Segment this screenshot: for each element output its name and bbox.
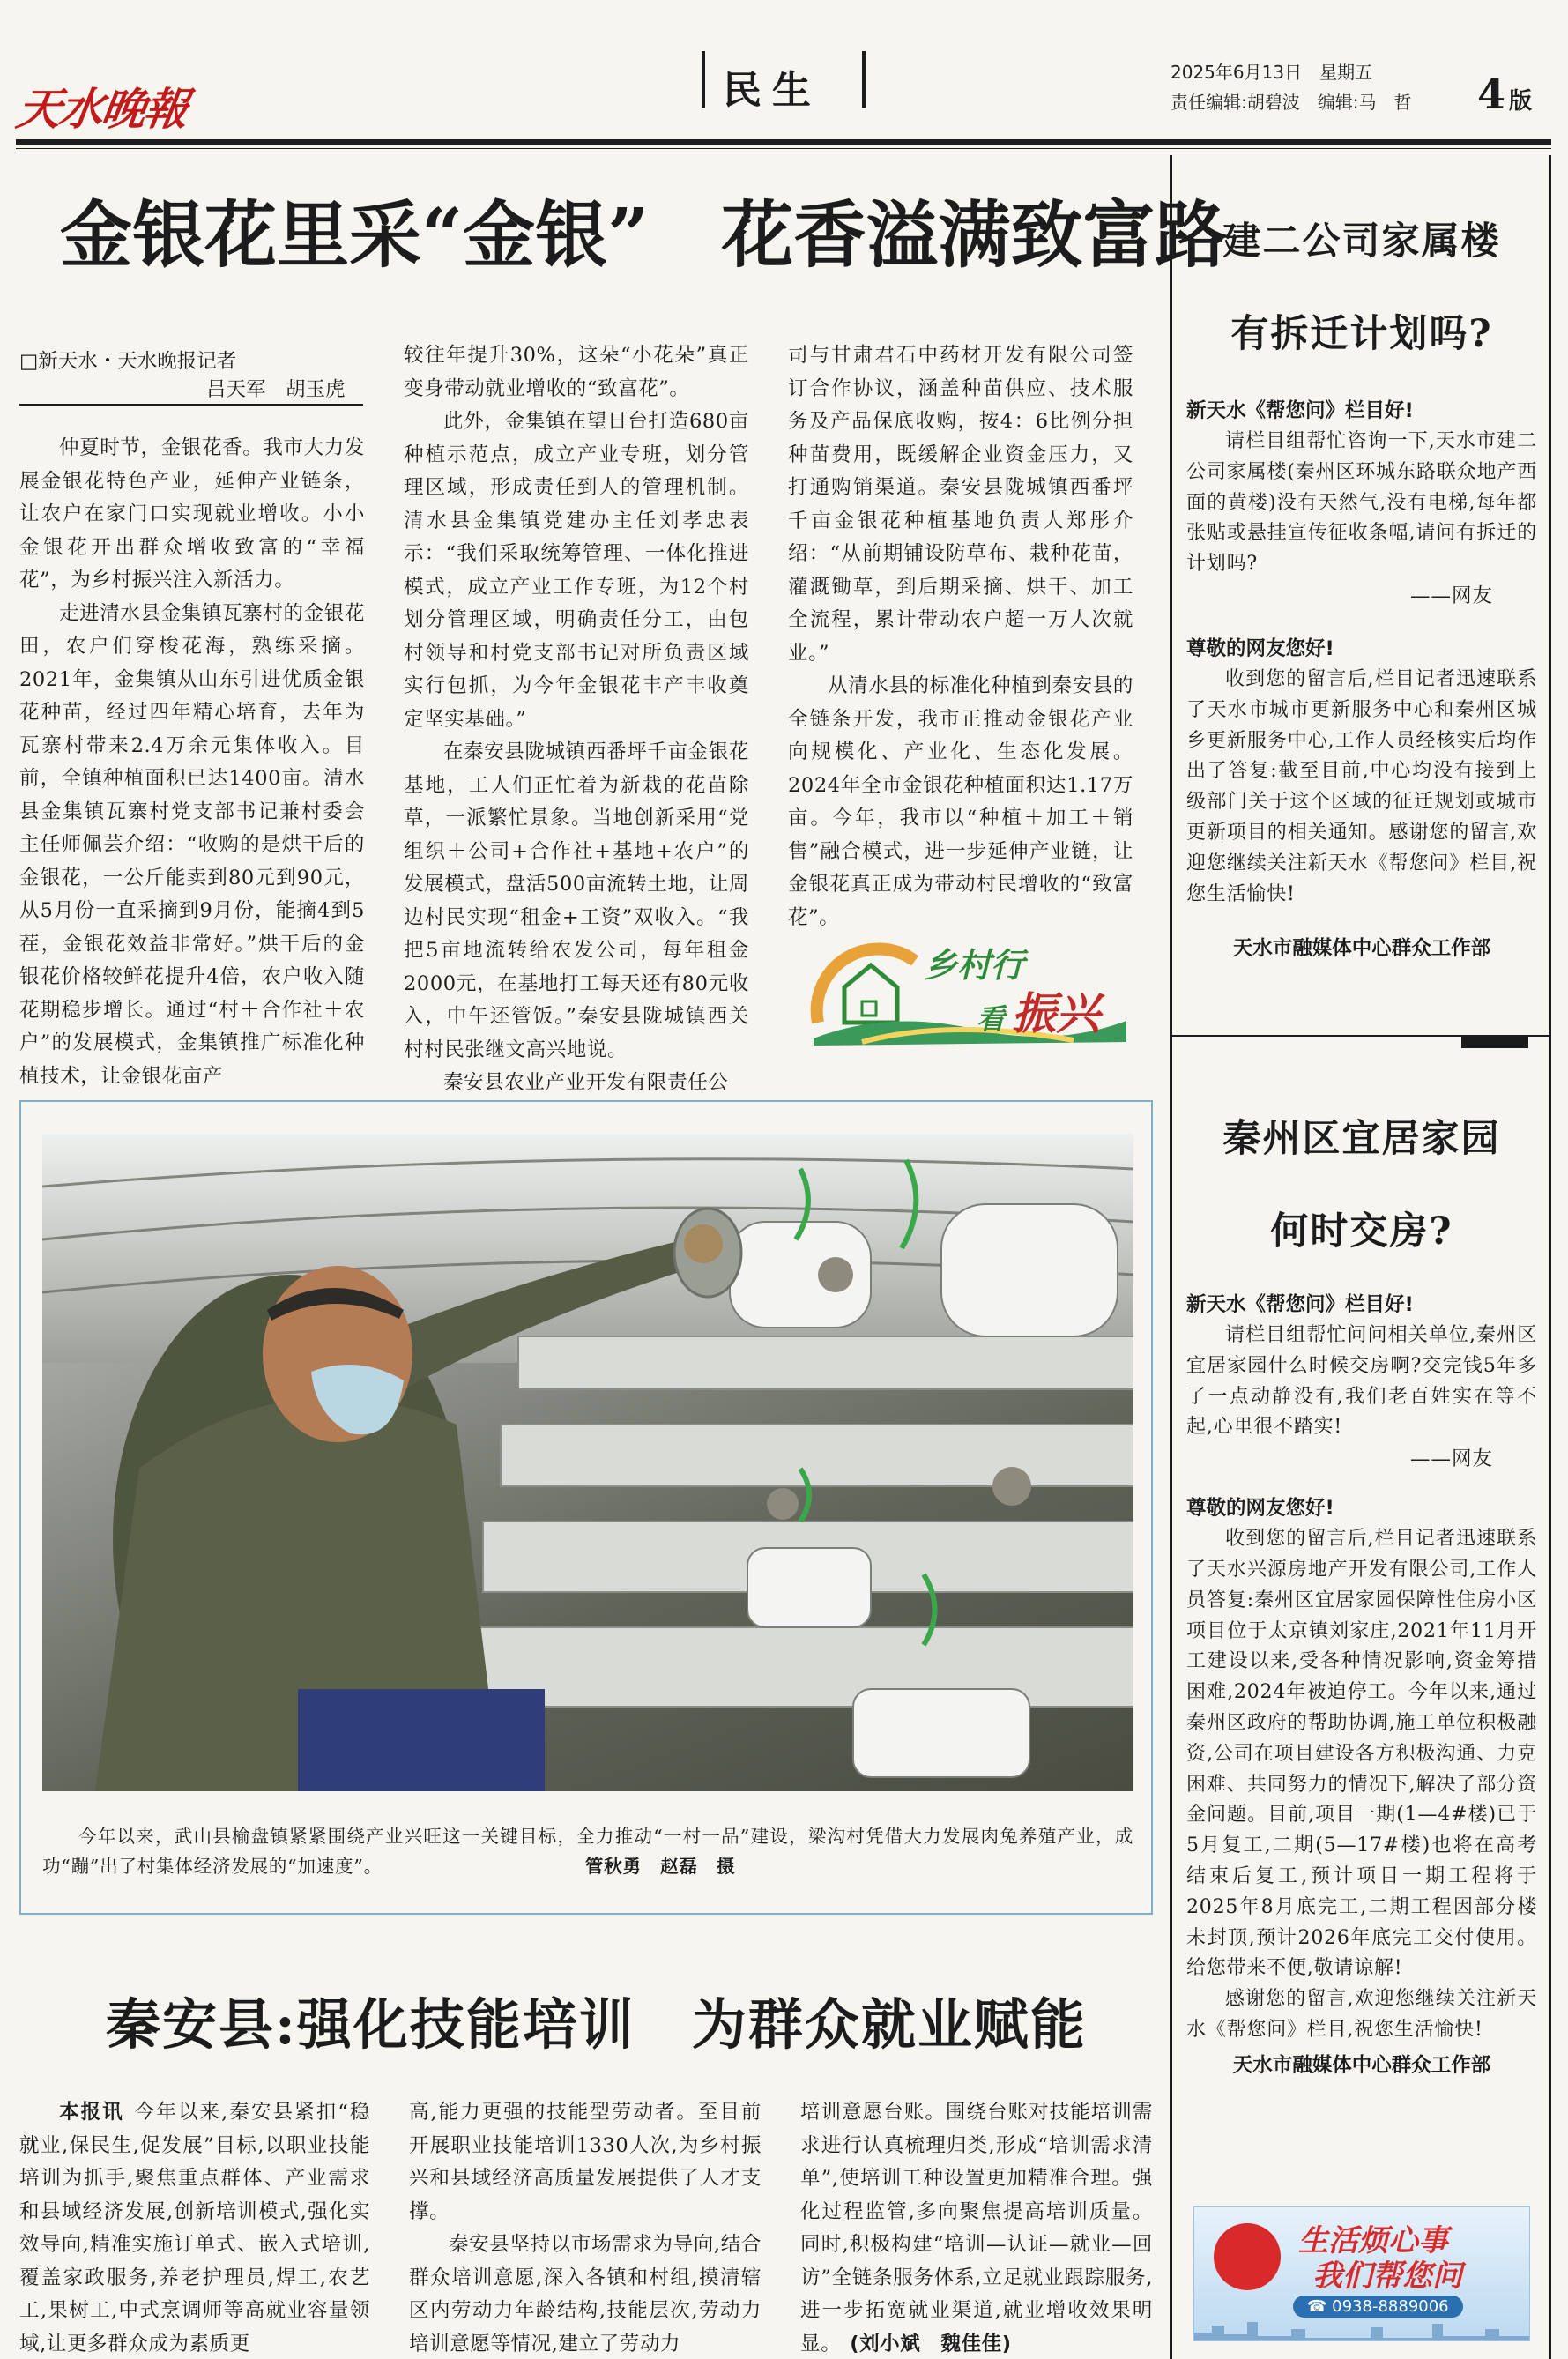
article1-column-3 [788, 339, 1133, 934]
sidebar-q2 [1186, 1109, 1537, 2078]
q2-greeting: 新天水《帮您问》栏目好! [1186, 1293, 1414, 1316]
article2-column-3 [800, 2096, 1153, 2359]
editors: 责任编辑:胡碧波 编辑:马 哲 [1170, 92, 1412, 113]
q2-question: 请栏目组帮忙问问相关单位,秦州区宜居家园什么时候交房啊?交完钱5年多了一点动静没有,我们老百姓实在等不起,心里很不踏实! [1186, 1324, 1537, 1439]
paragraph: 走进清水县金集镇瓦寨村的金银花田，农户们穿梭花海，熟练采摘。2021年，金集镇从山东引进优质金银花种苗，经过四年精心培育，去年为瓦寨村带来2.4万余元集体收入。目前，全镇种植面积已达1400亩。清水县金集镇瓦寨村党支部书记兼村委会主任师佩芸介绍：“收购的是烘干后的金银花，一公斤能卖到80元到90元，从5月份一直采摘到9月份，能摘4到5茬，金银花效益非常好。”烘干后的金银花价格较鲜花提升4倍，农户收入随花期稳步增长。通过“村＋合作社＋农户”的发展模式，金集镇推广标准化种植技术，让金银花亩产 [19, 601, 365, 1088]
q1-reply: 收到您的留言后,栏目记者迅速联系了天水市城市更新服务中心和秦州区城乡更新服务中心,工作人员经核实后均作出了答复:截至目前,中心均没有接到上级部门关于这个区域的征迁规划或城市更新项目的相关通知。感谢您的留言,欢迎您继续关注新天水《帮您问》栏目,祝您生活愉快! [1186, 667, 1537, 905]
photo-scene [42, 1134, 1133, 1791]
rural-revitalization-logo [809, 926, 1144, 1053]
paragraph: 较往年提升30%，这朵“小花朵”真正变身带动就业增收的“致富花”。 [404, 344, 749, 400]
photo-credit: 管秋勇 赵磊 摄 [584, 1856, 736, 1877]
paragraph: 仲夏时节，金银花香。我市大力发展金银花特色产业，延伸产业链条，让农户在家门口实现就业增收。小小金银花开出群众增收致富的“幸福花”，为乡村振兴注入新活力。 [19, 436, 365, 592]
q1-reply-greeting: 尊敬的网友您好! [1186, 636, 1334, 660]
masthead [0, 0, 1568, 154]
photo-caption: 今年以来，武山县榆盘镇紧紧围绕产业兴旺这一关键目标，全力推动“一村一品”建设，梁沟村凭借大力发展肉兔养殖产业，成功“蹦”出了村集体经济发展的“加速度”。 管秋勇 赵磊 摄 [42, 1826, 1133, 1877]
paragraph: 秦安县农业产业开发有限责任公 [443, 1071, 729, 1094]
banner-line-2: 我们帮您问 [1312, 2259, 1462, 2294]
header-rule-thick [16, 139, 1551, 145]
article1-column-1 [19, 432, 365, 1093]
issue-date: 2025年6月13日 星期五 [1170, 62, 1373, 83]
q2-organization: 天水市融媒体中心群众工作部 [1232, 2053, 1491, 2077]
page-number: 4 版 [1477, 71, 1533, 118]
header-rule-thin [16, 148, 1551, 149]
article1-byline-names: 吕天军 胡玉虎 [206, 378, 346, 401]
paragraph: 此外，金集镇在望日台打造680亩种植示范点，成立产业专班，划分管理区域，形成责任到人的管理机制。清水县金集镇党建办主任刘孝忠表示：“我们采取统筹管理、一体化推进模式，成立产业工作专班，为12个村划分管理区域，明确责任分工，由包村领导和村党支部书记对所负责区域实行包抓，为今年金银花丰产丰收奠定坚实基础。” [404, 410, 749, 731]
photo-frame [19, 1100, 1153, 1915]
masthead-divider-left [702, 51, 705, 108]
q2-thanks: 感谢您的留言,欢迎您继续关注新天水《帮您问》栏目,祝您生活愉快! [1186, 1988, 1537, 2041]
paragraph: 培训意愿台账。围绕台账对技能培训需求进行认真梳理归类,形成“培训需求清单”,使培训工种设置更加精准合理。强化过程监管,多向聚焦提高培训质量。同时,积极构建“培训—认证—就业—回访”全链条服务体系,立足就业跟踪服务,进一步拓宽就业渠道,就业增收效果明显。 (刘小斌 魏佳佳) [800, 2101, 1153, 2355]
q2-reply-greeting: 尊敬的网友您好! [1186, 1497, 1334, 1521]
paragraph: 司与甘肃君石中药材开发有限公司签订合作协议，涵盖种苗供应、技术服务及产品保底收购，按4：6比例分担种苗费用，既缓解企业资金压力，又打通购销渠道。秦安县陇城镇西番坪千亩金银花种植基地负责人郑彤介绍：“从前期铺设防草布、栽种花苗，灌溉锄草，到后期采摘、烘干、加工全流程，累计带动农户超一万人次就业。” [788, 344, 1133, 665]
phone-badge: ☎ 0938-8889006 [1293, 2296, 1463, 2318]
article2-credit: (刘小斌 魏佳佳) [850, 2332, 1012, 2355]
q1-question: 请栏目组帮忙咨询一下,天水市建二公司家属楼(秦州区环城东路联众地产西面的黄楼)没有天然气,没有电梯,每年都张贴或悬挂宣传征收条幅,请问有拆迁的计划吗? [1186, 430, 1537, 576]
city-skyline-graphic [1194, 2313, 1530, 2341]
masthead-divider-right [862, 51, 866, 108]
article1-byline-source: □新天水・天水晚报记者 [19, 350, 237, 373]
logo-line-2: 看 振兴 [977, 987, 1101, 1039]
q1-title-line-2: 有拆迁计划吗? [1230, 312, 1493, 356]
paragraph: 高,能力更强的技能型劳动者。至目前开展职业技能培训1330人次,为乡村振兴和县域经济高质量发展提供了人才支撑。 [409, 2101, 762, 2223]
paragraph: 在秦安县陇城镇西番坪千亩金银花基地，工人们正忙着为新栽的花苗除草，一派繁忙景象。当地创新采用“党组织＋公司+合作社+基地+农户”的发展模式，盘活500亩流转土地，让周边村民实现“租金+工资”双收入。“我把5亩地流转给农发公司，每年租金2000元，在基地打工每天还有80元收入，中午还管饭。”秦安县陇城镇西关村村民张继文高兴地说。 [404, 740, 749, 1061]
q1-title-line-1: 建二公司家属楼 [1222, 220, 1501, 264]
q1-asker: ——网友 [1409, 584, 1493, 607]
q2-asker: ——网友 [1409, 1447, 1493, 1471]
phone-icon: ☎ [1307, 2297, 1327, 2316]
article1-column-2 [404, 339, 749, 1100]
byline-rule [19, 404, 363, 406]
q2-title-line-2: 何时交房? [1270, 1209, 1453, 1254]
rabbit-farm-photo [42, 1134, 1133, 1791]
help-banner [1193, 2206, 1530, 2341]
handshake-icon [1214, 2223, 1281, 2290]
q1-greeting: 新天水《帮您问》栏目好! [1186, 399, 1414, 422]
sidebar-divider-block [1461, 1035, 1528, 1048]
article1-headline: 金银花里采“金银” 花香溢满致富路 [60, 193, 1228, 278]
paragraph: 本报讯 今年以来,秦安县紧扣“稳就业,保民生,促发展”目标,以职业技能培训为抓手,聚焦重点群体、产业需求和县域经济发展,创新培训模式,强化实效导向,精准实施订单式、嵌入式培训,覆盖家政服务,养老护理员,焊工,农艺工,果树工,中式烹调师等高就业容量领域,让更多群众成为素质更 [19, 2101, 370, 2355]
sidebar-q1 [1186, 212, 1537, 961]
paragraph: 秦安县坚持以市场需求为导向,结合群众培训意愿,深入各镇和村组,摸清辖区内劳动力年龄结构,技能层次,劳动力培训意愿等情况,建立了劳动力 [409, 2233, 762, 2355]
q2-title-line-1: 秦州区宜居家园 [1222, 1117, 1501, 1161]
article2-column-1 [19, 2096, 370, 2359]
paragraph: 从清水县的标准化种植到秦安县的全链条开发，我市正推动金银花产业向规模化、产业化、生态化发展。2024年全市金银花种植面积达1.17万亩。今年，我市以“种植＋加工＋销售”融合模式，进一步延伸产业链，让金银花真正成为带动村民增收的“致富花”。 [788, 674, 1133, 929]
section-name: 民生 [723, 68, 821, 113]
article2-column-2 [409, 2096, 762, 2359]
q2-reply: 收到您的留言后,栏目记者迅速联系了天水兴源房地产开发有限公司,工作人员答复:秦州区宜居家园保障性住房小区项目位于太京镇刘家庄,2021年11月开工建设以来,受各种情况影响,资金筹措困难,2024年被迫停工。今年以来,通过秦州区政府的帮助协调,施工单位积极融资,公司在项目建设各方积极沟通、力克困难、共同努力的情况下,解决了部分资金问题。目前,项目一期(1—4#楼)已于5月复工,二期(5—17#楼)也将在高考结束后复工,预计项目一期工程将于2025年8月底完工,二期工程因部分楼未封顶,预计2026年底完工交付使用。给您带来不便,敬请谅解! [1186, 1528, 1537, 1980]
logo-line-1: 乡村行 [924, 945, 1025, 985]
banner-line-1: 生活烦心事 [1298, 2223, 1448, 2259]
newspaper-logo: 天水晚報 [13, 83, 190, 135]
q1-organization: 天水市融媒体中心群众工作部 [1232, 937, 1491, 961]
lead-label: 本报讯 [59, 2101, 124, 2124]
article2-headline: 秦安县:强化技能培训 为群众就业赋能 [106, 1992, 1087, 2057]
